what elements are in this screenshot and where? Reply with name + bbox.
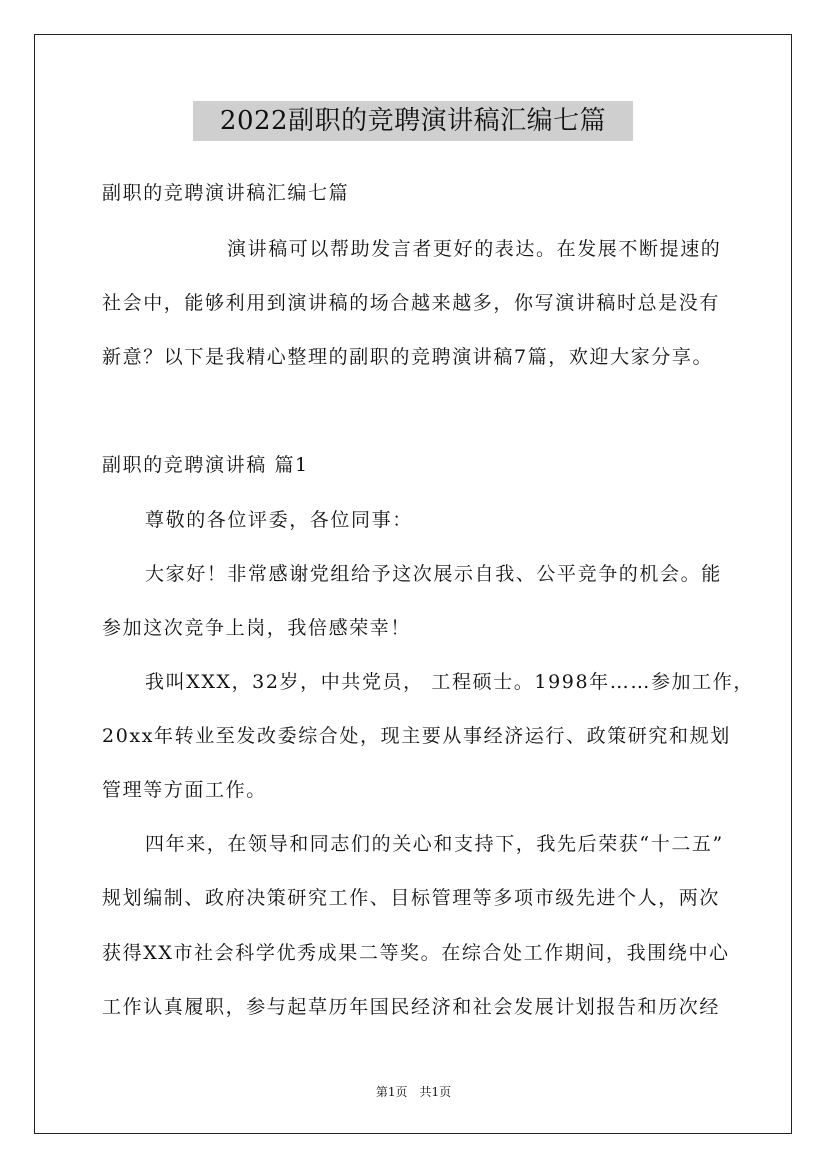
page-footer: 第1页 共1页 bbox=[375, 1085, 452, 1099]
intro-line-2: 社会中，能够利用到演讲稿的场合越来越多，你写演讲稿时总是没有 bbox=[102, 292, 721, 314]
paragraph-line: 四年来，在领导和同志们的关心和支持下，我先后荣获“十二五” bbox=[145, 833, 724, 855]
paragraph-line: 规划编制、政府决策研究工作、目标管理等多项市级先进个人，两次 bbox=[102, 887, 721, 909]
subtitle-line: 副职的竞聘演讲稿汇编七篇 bbox=[102, 182, 350, 204]
paragraph-line: 我叫XXX，32岁，中共党员， 工程硕士。1998年……参加工作， bbox=[145, 671, 754, 693]
intro-line-1: 演讲稿可以帮助发言者更好的表达。在发展不断提速的 bbox=[227, 238, 722, 260]
paragraph-line: 20xx年转业至发改委综合处，现主要从事经济运行、政策研究和规划 bbox=[102, 725, 731, 747]
section-heading: 副职的竞聘演讲稿 篇1 bbox=[102, 454, 309, 476]
document-title: 2022副职的竞聘演讲稿汇编七篇 bbox=[193, 101, 633, 141]
paragraph-line: 参加这次竞争上岗，我倍感荣幸！ bbox=[102, 617, 412, 639]
paragraph-line: 获得XX市社会科学优秀成果二等奖。在综合处工作期间，我围绕中心 bbox=[102, 942, 730, 964]
paragraph-line: 大家好！非常感谢党组给予这次展示自我、公平竞争的机会。能 bbox=[145, 563, 722, 585]
paragraph-line: 管理等方面工作。 bbox=[102, 779, 267, 801]
intro-line-3: 新意？以下是我精心整理的副职的竞聘演讲稿7篇，欢迎大家分享。 bbox=[102, 346, 714, 368]
salutation: 尊敬的各位评委，各位同事： bbox=[145, 509, 413, 531]
paragraph-line: 工作认真履职，参与起草历年国民经济和社会发展计划报告和历次经 bbox=[102, 996, 721, 1018]
